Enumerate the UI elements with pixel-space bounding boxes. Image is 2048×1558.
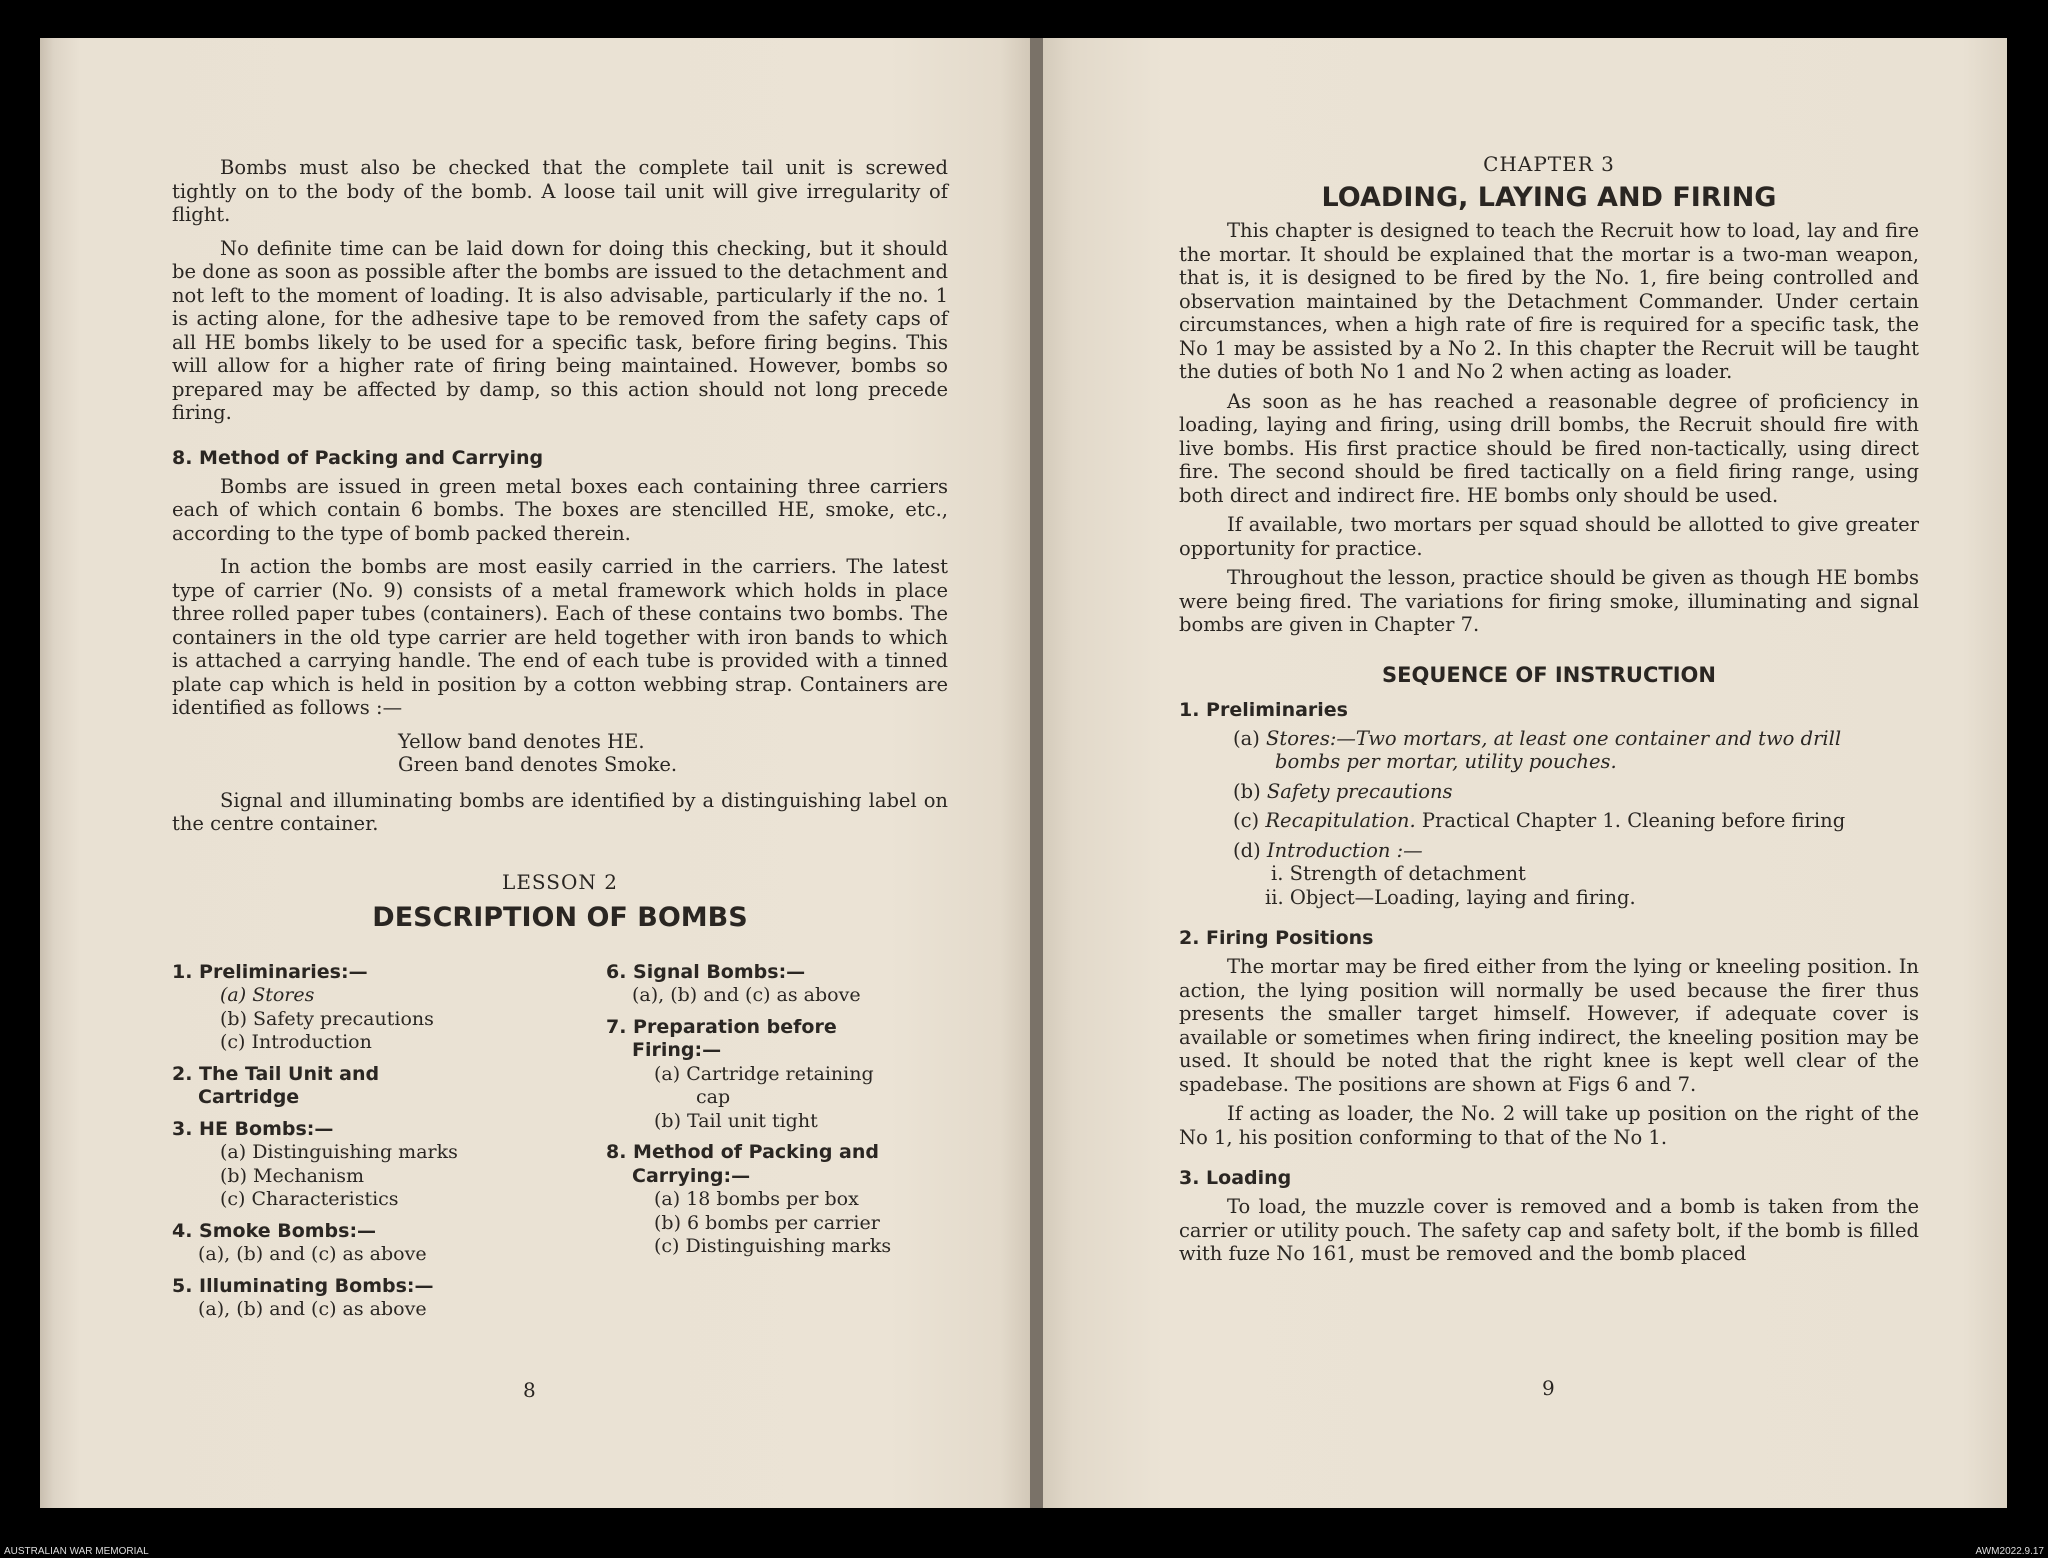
outline-item: (a), (b) and (c) as above: [632, 984, 861, 1006]
left-page: [40, 38, 1030, 1508]
section-heading: 8. Method of Packing and Carrying: [172, 446, 544, 469]
page-number: 9: [1542, 1376, 1555, 1400]
list-item: [1179, 780, 1919, 804]
item-text: Safety precautions: [1266, 779, 1453, 803]
item-text-cont: bombs per mortar, utility pouches.: [1275, 750, 1617, 773]
outline-column-left: [172, 953, 562, 1322]
outline-item: (a) 18 bombs per box: [654, 1188, 859, 1210]
item-text: Practical Chapter 1. Cleaning before firing: [1421, 809, 1846, 832]
section-heading: 2. Firing Positions: [1179, 927, 1374, 949]
outline-heading: 4. Smoke Bombs:—: [172, 1219, 377, 1242]
band-list: [172, 730, 948, 777]
outline-item: (c) Characteristics: [220, 1188, 399, 1210]
outline-heading: 3. HE Bombs:—: [172, 1117, 334, 1140]
outline-item: (a), (b) and (c) as above: [198, 1298, 427, 1320]
outline-heading-cont: Firing:—: [632, 1039, 722, 1061]
paragraph: Bombs must also be checked that the complete tail unit is screwed tightly on to the body of the bomb. A loose tail unit will give irregularity of flight.: [172, 156, 948, 226]
sequence-title: SEQUENCE OF INSTRUCTION: [1382, 662, 1716, 687]
list-item: [1179, 809, 1919, 833]
sub-item: ii. Object—Loading, laying and firing.: [1265, 885, 1636, 909]
outline-item: (a) Stores: [220, 984, 315, 1006]
preliminaries-list: [1179, 727, 1919, 910]
footer-accession-number: AWM2022.9.17: [1975, 1546, 2044, 1557]
paragraph: To load, the muzzle cover is removed and a bomb is taken from the carrier or utility pouch. The safety cap and safety bolt, if the bomb is filled with fuze No 161, must be removed and the bomb placed: [1179, 1195, 1919, 1265]
book-spread: [40, 38, 2010, 1508]
outline-item: (a), (b) and (c) as above: [198, 1243, 427, 1265]
lesson-title: DESCRIPTION OF BOMBS: [372, 901, 748, 933]
outline-heading: 2. The Tail Unit and: [172, 1062, 380, 1085]
outline-item: (c) Introduction: [220, 1031, 372, 1053]
paragraph: The mortar may be fired either from the lying or kneeling position. In action, the lying position will normally be used because the firer thus presents the smaller target himself. However, if adequate cover is available or sometimes when firing indirect, the kneeling position may be used. It should be noted that the right knee is kept well clear of the spadebase. The positions are shown at Figs 6 and 7.: [1179, 955, 1919, 1096]
outline-heading: 1. Preliminaries:—: [172, 960, 368, 983]
outline-item: cap: [696, 1086, 731, 1108]
paragraph: Throughout the lesson, practice should be given as though HE bombs were being fired. The variations for firing smoke, illuminating and signal bombs are given in Chapter 7.: [1179, 566, 1919, 636]
list-item: [1179, 839, 1919, 863]
item-text: Stores:—Two mortars, at least one container and two drill: [1266, 726, 1842, 750]
right-page: [1043, 38, 2007, 1508]
paragraph: If available, two mortars per squad should be allotted to give greater opportunity for practice.: [1179, 513, 1919, 560]
item-text-italic: Recapitulation.: [1265, 809, 1416, 832]
outline-item: (c) Distinguishing marks: [654, 1235, 892, 1257]
chapter-title: LOADING, LAYING AND FIRING: [1321, 182, 1777, 213]
paragraph: In action the bombs are most easily carried in the carriers. The latest type of carrier (No. 9) consists of a metal framework which holds in place three rolled paper tubes (containers). Each of these contains two bombs. The containers in the old type carrier are held together with iron bands to which is attached a carrying handle. The end of each tube is provided with a tinned plate cap which is held in position by a cotton webbing strap. Containers are identified as follows :—: [172, 555, 948, 719]
paragraph: As soon as he has reached a reasonable degree of proficiency in loading, laying and firing, using drill bombs, the Recruit should fire with live bombs. His first practice should be fired non-tactically, using direct fire. The second should be fired tactically on a field firing range, using both direct and indirect fire. HE bombs only should be used.: [1179, 389, 1919, 507]
outline-heading-cont: Cartridge: [198, 1086, 300, 1108]
item-label: (b): [1233, 779, 1261, 803]
footer-credit: AUSTRALIAN WAR MEMORIAL: [4, 1546, 149, 1557]
outline-item: (a) Cartridge retaining: [654, 1062, 874, 1085]
item-label: (c): [1233, 809, 1260, 832]
outline-heading: 5. Illuminating Bombs:—: [172, 1274, 434, 1297]
outline-item: (b) Mechanism: [220, 1164, 365, 1187]
book-gutter: [1030, 38, 1043, 1508]
outline-heading: 7. Preparation before: [606, 1015, 837, 1038]
paragraph: If acting as loader, the No. 2 will take up position on the right of the No 1, his position conforming to that of the No 1.: [1179, 1102, 1919, 1149]
paragraph: This chapter is designed to teach the Recruit how to load, lay and fire the mortar. It should be explained that the mortar is a two-man weapon, that is, it is designed to be fired by the No. 1, fire being controlled and observation maintained by the Detachment Commander. Under certain circumstances, when a high rate of fire is required for a specific task, the No 1 may be assisted by a No 2. In this chapter the Recruit will be taught the duties of both No 1 and No 2 when acting as loader.: [1179, 219, 1919, 383]
lesson-label: LESSON 2: [502, 869, 618, 894]
right-page-body: [1179, 152, 1919, 1276]
chapter-label: CHAPTER 3: [1483, 152, 1615, 176]
left-page-body: [172, 156, 948, 1333]
paragraph: Bombs are issued in green metal boxes each containing three carriers each of which contain 6 bombs. The boxes are stencilled HE, smoke, etc., according to the type of bomb packed therein.: [172, 474, 948, 545]
outline-item: (b) 6 bombs per carrier: [654, 1211, 880, 1234]
band-line: Yellow band denotes HE.: [398, 729, 645, 753]
item-label: (a): [1233, 726, 1260, 750]
list-item: [1179, 727, 1919, 751]
outline-item: (b) Tail unit tight: [654, 1109, 818, 1132]
outline-heading: 6. Signal Bombs:—: [606, 960, 806, 983]
paragraph: Signal and illuminating bombs are identified by a distinguishing label on the centre container.: [172, 788, 948, 835]
outline-heading-cont: Carrying:—: [632, 1164, 751, 1187]
band-line: Green band denotes Smoke.: [398, 753, 678, 776]
section-heading: 1. Preliminaries: [1179, 698, 1348, 721]
outline-item: (a) Distinguishing marks: [220, 1141, 458, 1163]
item-text: Introduction :—: [1266, 838, 1423, 862]
page-number: 8: [523, 1378, 536, 1402]
section-heading: 3. Loading: [1179, 1167, 1292, 1189]
outline-heading: 8. Method of Packing and: [606, 1141, 879, 1163]
paragraph: No definite time can be laid down for doing this checking, but it should be done as soon as possible after the bombs are issued to the detachment and not left to the moment of loading. It is also advisable, particularly if the no. 1 is acting alone, for the adhesive tape to be removed from the safety caps of all HE bombs likely to be used for a specific task, before firing begins. This will allow for a higher rate of firing being maintained. However, bombs so prepared may be affected by damp, so this action should not long precede firing.: [172, 236, 948, 424]
outline-column-right: [606, 953, 956, 1259]
outline-item: (b) Safety precautions: [220, 1007, 434, 1030]
item-label: (d): [1233, 838, 1261, 862]
sub-item: i. Strength of detachment: [1271, 862, 1526, 885]
lesson-outline: [172, 953, 948, 1333]
